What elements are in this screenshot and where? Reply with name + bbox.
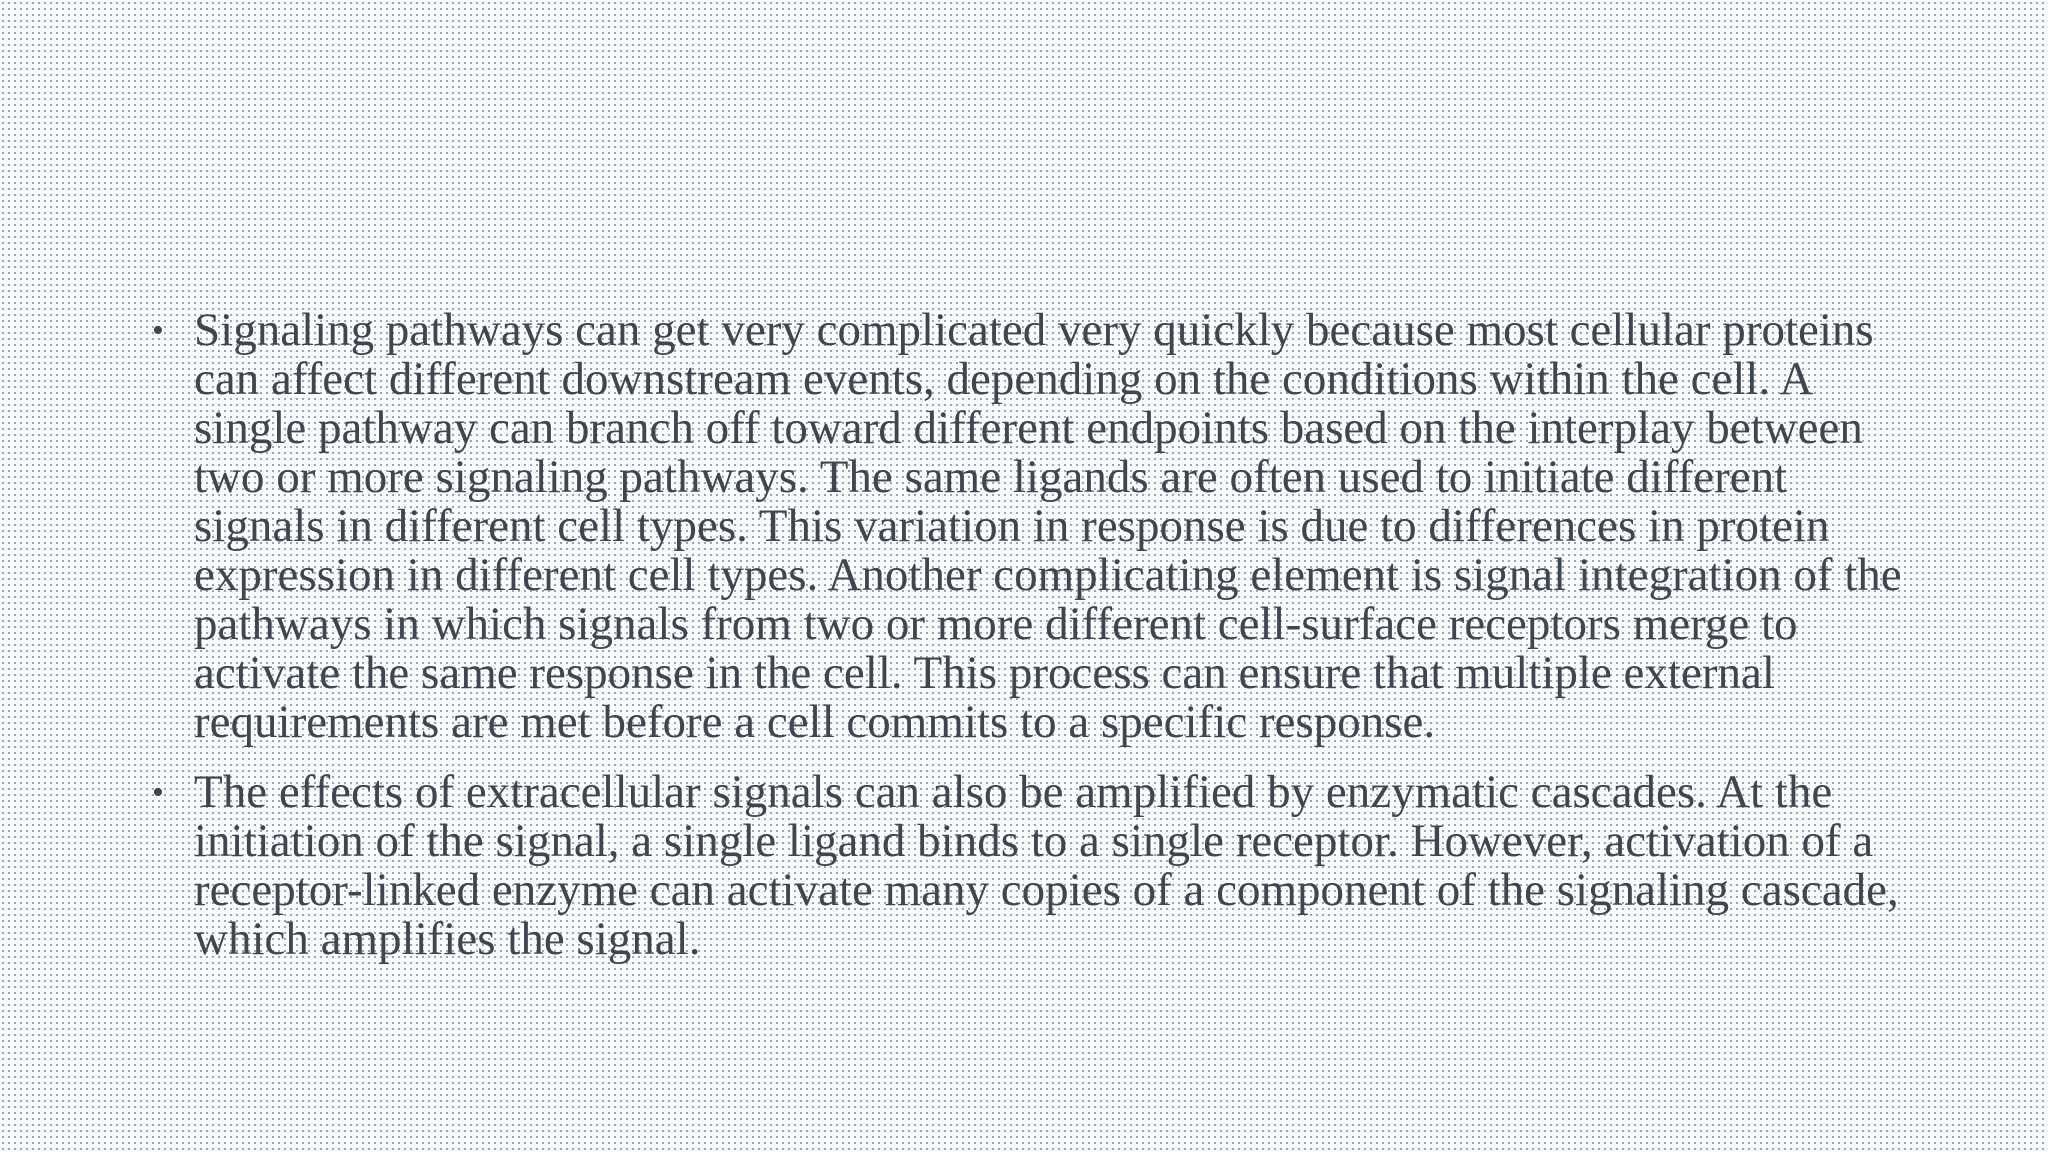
bullet-item-enzymatic-cascades [152, 768, 1912, 964]
bullet-text: Signaling pathways can get very complicated very quickly because most cellular proteins can affect different downstream events, depending on the conditions within the cell. A single pathway can branch off toward different endpoints based on the interplay between two or more signaling pathways. The same ligands are often used to initiate different signals in different cell types. This variation in response is due to differences in protein expression in different cell types. Another complicating element is signal integration of the pathways in which signals from two or more different cell-surface receptors merge to activate the same response in the cell. This process can ensure that multiple external requirements are met before a cell commits to a specific response. [194, 304, 1902, 748]
bullet-dot-icon: • [152, 312, 164, 349]
bullet-item-signaling-pathways [152, 306, 1912, 747]
slide-content [152, 306, 1912, 985]
bullet-dot-icon: • [152, 774, 164, 811]
bullet-text: The effects of extracellular signals can also be amplified by enzymatic cascades. At the initiation of the signal, a single ligand binds to a single receptor. However, activation of a receptor-linked enzyme can activate many copies of a component of the signaling cascade, which amplifies the signal. [194, 766, 1899, 965]
bullet-list [152, 306, 1912, 964]
